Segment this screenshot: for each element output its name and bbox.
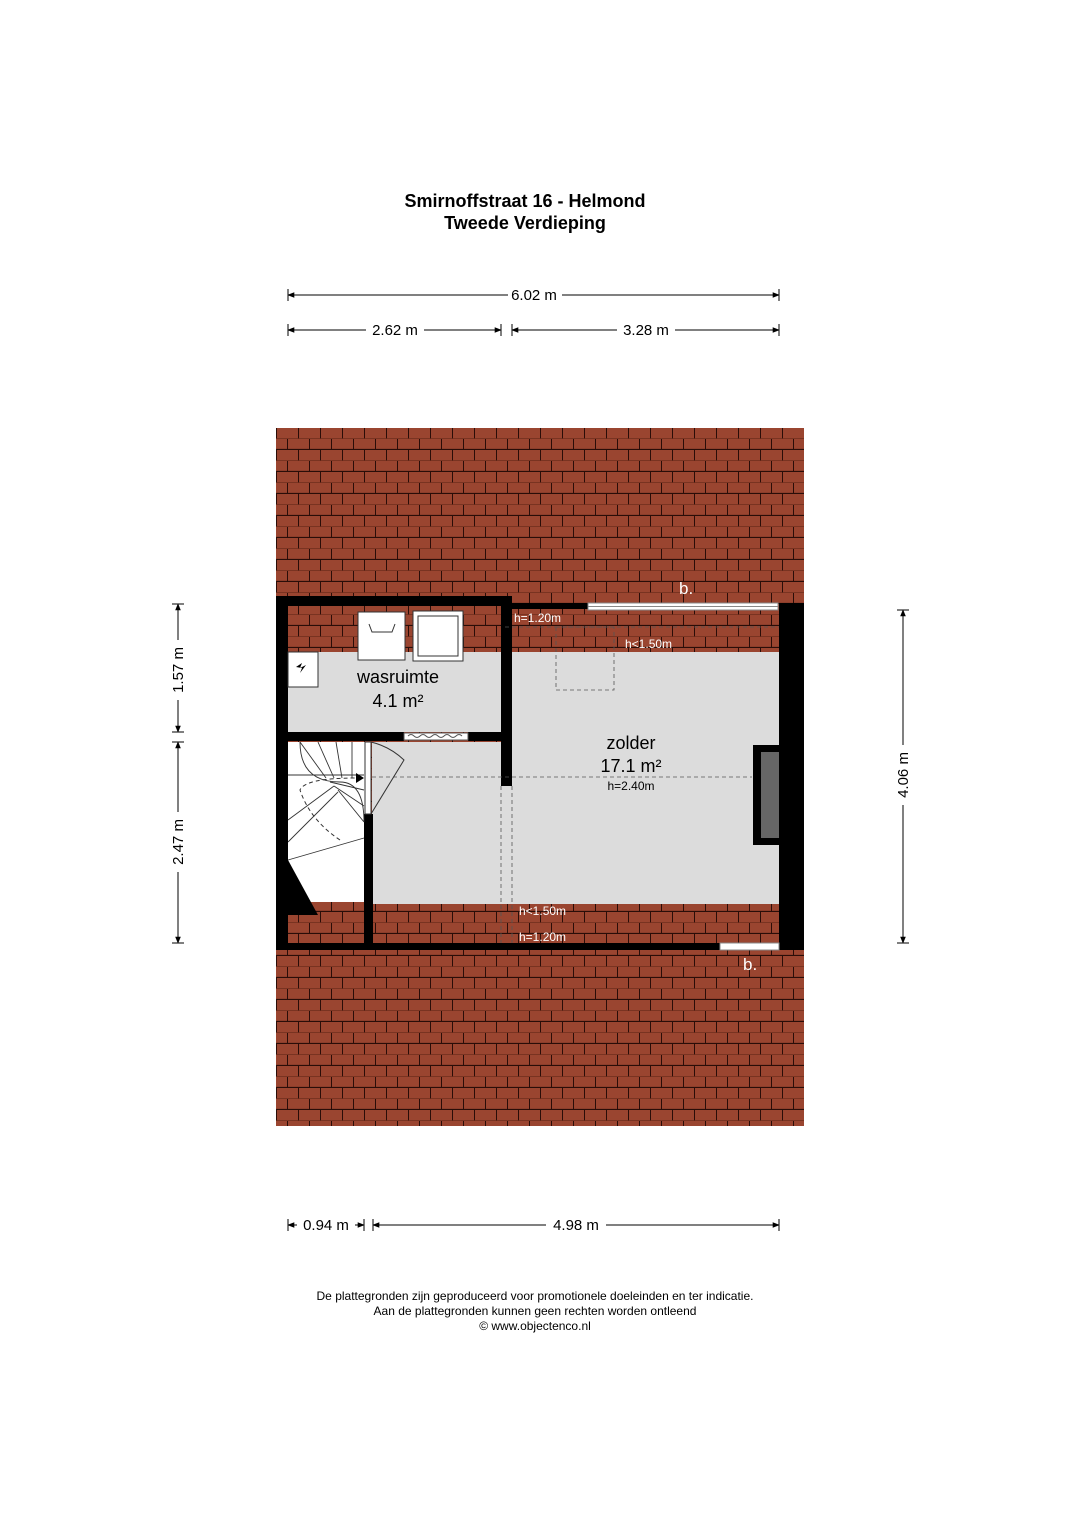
boiler-icon — [288, 652, 318, 687]
door-leaf — [365, 742, 371, 814]
dim-top-left: 2.62 m — [372, 322, 418, 339]
room-zolder-area: 17.1 m² — [600, 756, 662, 776]
landing-floor — [288, 742, 366, 902]
dim-left-upper: 1.57 m — [170, 647, 187, 693]
dim-top-right: 3.28 m — [623, 322, 669, 339]
washing-sink-icon — [358, 612, 405, 660]
room-zolder-height: h=2.40m — [607, 779, 655, 793]
roof-window-bottom — [720, 943, 779, 950]
dim-bottom-right: 4.98 m — [553, 1217, 599, 1234]
zolder-floor-lower — [372, 742, 514, 904]
chimney-inner — [761, 752, 779, 838]
marker-bottom-b: b. — [743, 955, 758, 974]
dim-left-lower: 2.47 m — [170, 819, 187, 865]
dryer-icon — [413, 611, 463, 661]
height-label-bottom-150: h<1.50m — [519, 904, 567, 918]
dim-bottom-left: 0.94 m — [303, 1217, 349, 1234]
disclaimer-line-1: De plattegronden zijn geproduceerd voor promotionele doeleinden en ter indicatie. — [316, 1289, 754, 1303]
height-label-bottom-120: h=1.20m — [519, 930, 567, 944]
plan-address-title: Smirnoffstraat 16 - Helmond — [404, 191, 646, 211]
height-label-top-120: h=1.20m — [514, 611, 562, 625]
plan-floor-title: Tweede Verdieping — [444, 213, 606, 233]
room-wasruimte-area: 4.1 m² — [372, 691, 424, 711]
disclaimer-line-2: Aan de plattegronden kunnen geen rechten worden ontleend — [373, 1304, 697, 1318]
radiator — [404, 733, 468, 740]
dim-right-total: 4.06 m — [895, 752, 912, 798]
room-zolder-name: zolder — [606, 733, 656, 753]
dim-top-total: 6.02 m — [511, 287, 557, 304]
room-wasruimte-name: wasruimte — [356, 667, 440, 687]
roof-window-top — [588, 603, 778, 610]
zolder-floor-main — [512, 652, 779, 904]
marker-top-b: b. — [679, 579, 694, 598]
copyright-line: © www.objectenco.nl — [479, 1319, 591, 1333]
height-label-top-150: h<1.50m — [625, 637, 673, 651]
